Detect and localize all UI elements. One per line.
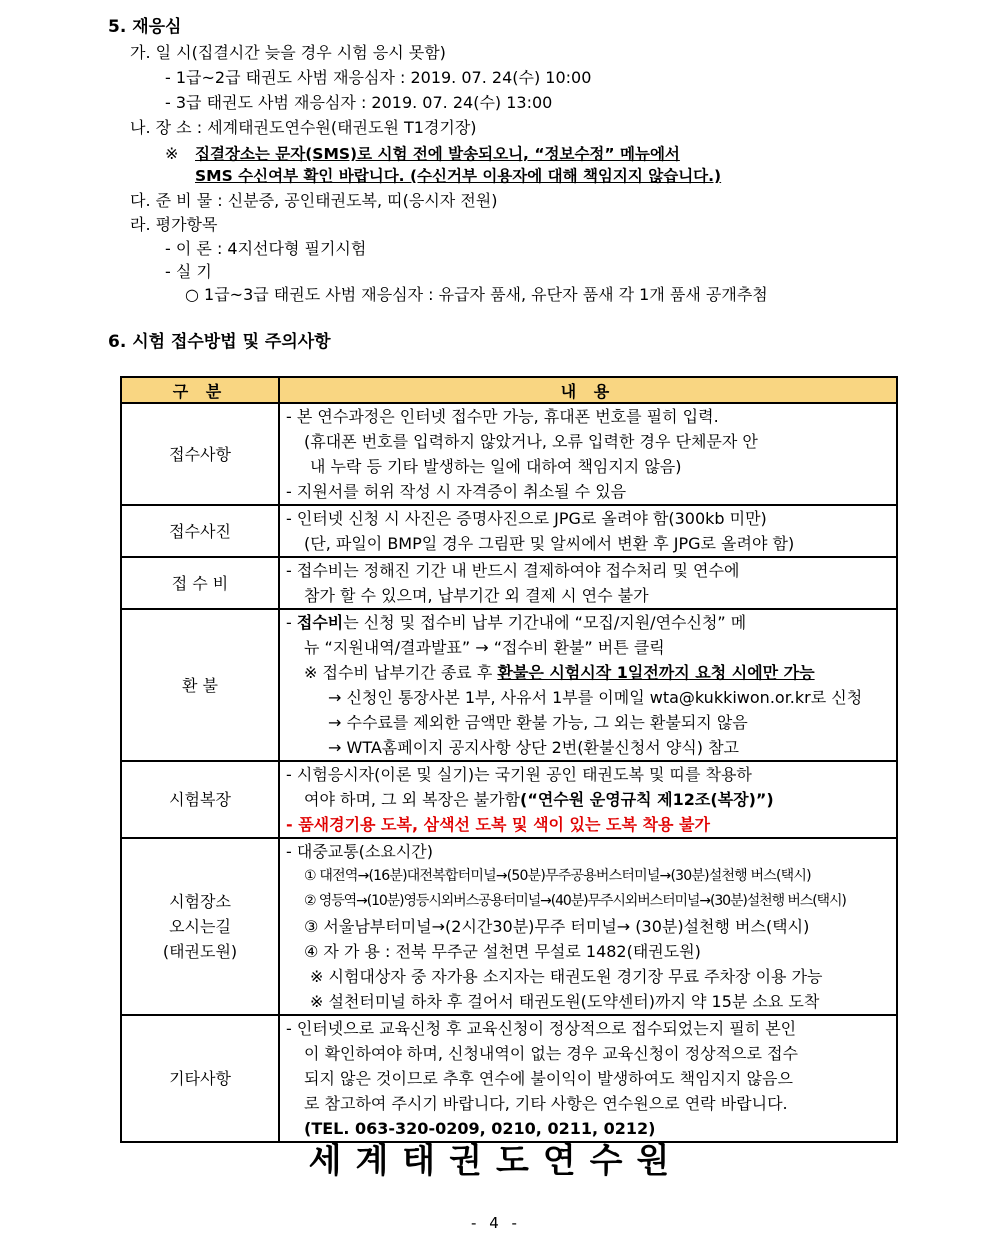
directions-line-6: ※ 시험대상자 중 자가용 소지자는 태권도원 경기장 무료 주차장 이용 가능 [310,967,823,986]
refund-line-2: 뉴 “지원내역/결과발표” → “접수비 환불” 버튼 클릭 [304,638,665,657]
row-label-uniform: 시험복장 [121,761,279,838]
notice-mark: ※ [165,144,179,163]
table-row [121,838,897,1015]
reception-line-4: - 지원서를 허위 작성 시 자격증이 취소될 수 있음 [286,482,627,501]
notice-line-2: SMS 수신여부 확인 바랍니다. (수신거부 이용자에 대해 책임지지 않습니다.) [195,167,722,185]
directions-line-1: - 대중교통(소요시간) [286,842,433,861]
supplies-label: 다. 준 비 물 : 신분증, 공인태권도복, 띠(응시자 전원) [130,191,498,210]
directions-line-7: ※ 설천터미널 하차 후 걸어서 태권도원(도약센터)까지 약 15분 소요 도착 [310,992,820,1011]
etc-line-4: 로 참고하여 주시기 바랍니다, 기타 사항은 연수원으로 연락 바랍니다. [304,1094,788,1113]
schedule-item-2: - 3급 태권도 사범 재응심자 : 2019. 07. 24(수) 13:00 [165,93,553,112]
row-label-refund: 환 불 [121,609,279,761]
row-label-reception: 접수사항 [121,403,279,505]
table-row [121,761,897,838]
photo-line-1: - 인터넷 신청 시 사진은 증명사진으로 JPG로 올려야 함(300kb 미만) [286,509,767,528]
directions-label-1: 시험장소 [169,892,231,911]
section5-heading: 5. 재응심 [108,17,182,37]
refund-line-1-prefix: - [286,613,297,632]
refund-line-1-bold: 접수비 [296,613,344,632]
uniform-line-2 [286,787,890,812]
etc-line-2: 이 확인하여야 하며, 신청내역이 없는 경우 교육신청이 정상적으로 접수 [304,1044,798,1063]
reception-line-1: - 본 연수과정은 인터넷 접수만 가능, 휴대폰 번호를 필히 입력. [286,407,719,426]
table-row [121,1015,897,1142]
row-content-refund [279,609,897,761]
etc-line-1: - 인터넷으로 교육신청 후 교육신청이 정상적으로 접수되었는지 필히 본인 [286,1019,797,1038]
col-category-header: 구 분 [121,377,279,403]
reception-line-3: 내 누락 등 기타 발생하는 일에 대하여 책임지지 않음) [310,457,682,476]
institution-title: 세계태권도연수원 [308,1141,684,1181]
row-content-directions [279,838,897,1015]
table-row [121,505,897,557]
directions-label-3: (태권도원) [162,942,238,961]
table-row [121,609,897,761]
schedule-item-1: - 1급~2급 태권도 사범 재응심자 : 2019. 07. 24(수) 10:00 [165,68,592,87]
uniform-line-2-bold: (“연수원 운영규칙 제12조(복장)”) [520,790,774,809]
refund-line-3-prefix: ※ 접수비 납부기간 종료 후 [304,663,498,682]
etc-line-3: 되지 않은 것이므로 추후 연수에 불이익이 발생하여도 책임지지 않음으 [304,1069,793,1088]
row-label-directions [121,838,279,1015]
row-label-fee: 접 수 비 [121,557,279,609]
refund-line-5: → 수수료를 제외한 금액만 환불 가능, 그 외는 환불되지 않음 [328,713,748,732]
refund-line-3-bold: 환불은 시험시작 1일전까지 요청 시에만 가능 [497,663,815,682]
col-content-header: 내 용 [279,377,897,403]
etc-tel: (TEL. 063-320-0209, 0210, 0211, 0212) [304,1119,656,1138]
reception-line-2: (휴대폰 번호를 입력하지 않았거나, 오류 입력한 경우 단체문자 안 [304,432,758,451]
directions-line-5: ④ 자 가 용 : 전북 무주군 설천면 무설로 1482(태권도원) [304,942,701,961]
directions-line-2: ① 대전역→(16분)대전복합터미널→(50분)무주공용버스터미널→(30분)설천행 버스(택시) [304,868,811,884]
uniform-line-2-prefix: 여야 하며, 그 외 복장은 불가함 [304,790,520,809]
page-number: - 4 - [471,1214,521,1232]
evaluation-practical-detail: ○ 1급~3급 태권도 사범 재응심자 : 유급자 품새, 유단자 품새 각 1개 품새 공개추첨 [185,285,768,304]
row-content-reception [279,403,897,505]
row-content-photo [279,505,897,557]
uniform-line-1: - 시험응시자(이론 및 실기)는 국기원 공인 태권도복 및 띠를 착용하 [286,765,752,784]
row-label-photo: 접수사진 [121,505,279,557]
directions-line-4: ③ 서울남부터미널→(2시간30분)무주 터미널→ (30분)설천행 버스(택시) [304,917,810,936]
refund-line-6: → WTA홈페이지 공지사항 상단 2번(환불신청서 양식) 참고 [328,738,740,757]
row-label-etc: 기타사항 [121,1015,279,1142]
row-content-fee [279,557,897,609]
directions-line-3: ② 영등역→(10분)영등시외버스공용터미널→(40분)무주시외버스터미널→(30분)설천행 버스(택시) [304,893,846,909]
uniform-line-3-warning: - 품새경기용 도복, 삼색선 도복 및 색이 있는 도복 착용 불가 [286,815,710,834]
notice-line-1: 집결장소는 문자(SMS)로 시험 전에 발송되오니, “정보수정” 메뉴에서 [195,145,680,163]
application-info-table [120,376,898,1143]
fee-line-2: 참가 할 수 있으며, 납부기간 외 결제 시 연수 불가 [304,586,649,605]
evaluation-label: 라. 평가항목 [130,215,218,234]
fee-line-1: - 접수비는 정해진 기간 내 반드시 결제하여야 접수처리 및 연수에 [286,561,740,580]
row-content-uniform [279,761,897,838]
table-row [121,557,897,609]
refund-line-1-rest: 는 신청 및 접수비 납부 기간내에 “모집/지원/연수신청” 메 [343,613,747,632]
refund-line-3 [286,660,890,685]
location-label: 나. 장 소 : 세계태권도연수원(태권도원 T1경기장) [130,118,477,137]
table-row [121,403,897,505]
schedule-label: 가. 일 시(집결시간 늦을 경우 시험 응시 못함) [130,43,446,62]
evaluation-practical: - 실 기 [165,262,212,281]
refund-line-4: → 신청인 통장사본 1부, 사유서 1부를 이메일 wta@kukkiwon.or.kr로 신청 [328,688,863,707]
row-content-etc [279,1015,897,1142]
directions-label-2: 오시는길 [169,917,231,936]
refund-line-1 [286,610,890,635]
evaluation-theory: - 이 론 : 4지선다형 필기시험 [165,239,367,258]
section6-heading: 6. 시험 접수방법 및 주의사항 [108,332,331,352]
photo-line-2: (단, 파일이 BMP일 경우 그림판 및 알씨에서 변환 후 JPG로 올려야 함) [304,534,795,553]
